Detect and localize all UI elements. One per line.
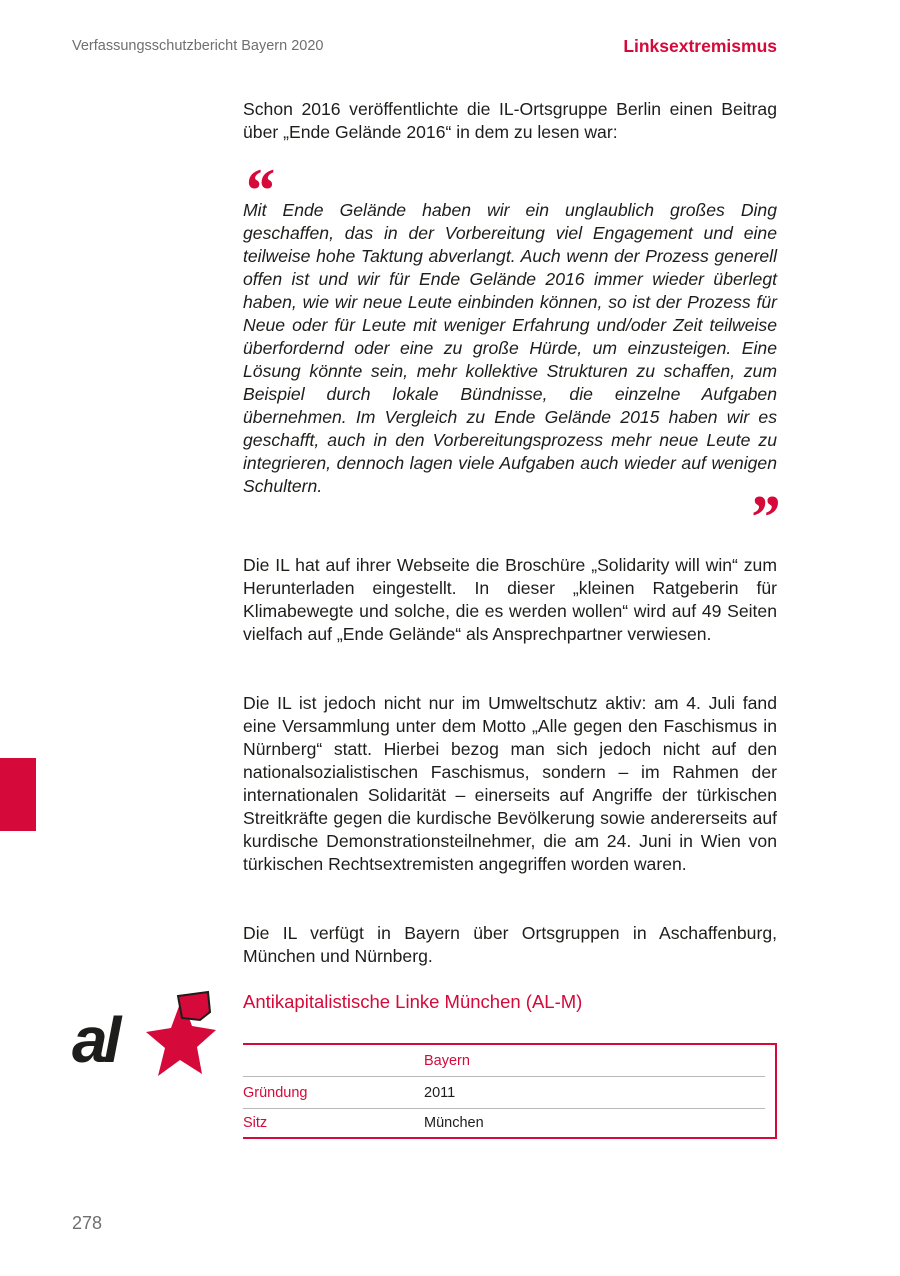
intro-text: Schon 2016 veröffentlichte die IL-Ortsgruppe Berlin einen Beitrag über „Ende Gelände 2016“ in dem zu lesen war: <box>243 99 777 142</box>
paragraph-rally <box>243 692 777 876</box>
quote-open-mark: “ <box>243 157 274 225</box>
al-m-logo-icon <box>70 990 216 1080</box>
table-header-row <box>243 1045 765 1077</box>
logo-fist-icon <box>178 992 210 1020</box>
body-text: Die IL hat auf ihrer Webseite die Broschüre „Solidarity will win“ zum Herunterladen eingestellt. In dieser „kleinen Ratgeberin für Klimabewegte und solche, die es werden wollen“ wird auf 49 Seiten vielfach auf „Ende Gelände“ als Ansprechpartner verwiesen. <box>243 555 777 644</box>
paragraph-brochure <box>243 554 777 646</box>
organization-info-table <box>243 1043 777 1139</box>
chapter-tab-marker <box>0 758 36 831</box>
body-text: Die IL verfügt in Bayern über Ortsgruppen in Aschaffenburg, München und Nürnberg. <box>243 923 777 966</box>
organization-title: Antikapitalistische Linke München (AL-M) <box>243 991 583 1012</box>
quote-close-mark: ” <box>748 484 779 552</box>
intro-paragraph <box>243 98 777 144</box>
paragraph-local-groups <box>243 922 777 968</box>
table-row <box>243 1077 765 1109</box>
row-label: Gründung <box>243 1085 308 1101</box>
table-row <box>243 1107 765 1138</box>
body-text: Die IL ist jedoch nicht nur im Umweltschutz aktiv: am 4. Juli fand eine Versammlung unter dem Motto „Alle gegen den Faschismus in Nürnberg“ statt. Hierbei bezog man sich jedoch nicht auf den nationalsozialistischen Faschismus, sondern – im Rahmen der internationalen Solidarität – einerseits auf Angriffe der türkischen Streitkräfte gegen die kurdische Bevölkerung sowie andererseits auf kurdische Demonstrationsteilnehmer, die am 24. Juni in Wien von türkischen Rechtsextremisten angegriffen worden waren. <box>243 693 777 874</box>
row-value: München <box>424 1115 484 1131</box>
row-label: Sitz <box>243 1115 268 1131</box>
logo-text: al <box>72 1004 118 1076</box>
report-title: Verfassungsschutzbericht Bayern 2020 <box>72 38 324 54</box>
page-number: 278 <box>72 1213 103 1233</box>
column-header: Bayern <box>424 1053 470 1069</box>
section-heading: Linksextremismus <box>623 36 777 56</box>
quote-text: Mit Ende Gelände haben wir ein unglaublich großes Ding geschaffen, das in der Vorbereitung viel Engagement und eine teilweise hohe Taktung abverlangt. Auch wenn der Prozess generell offen ist und wir für Ende Gelände 2016 immer wieder überlegt haben, wie wir neue Leute einbinden können, so ist der Prozess für Neue oder für Leute mit weniger Erfahrung und/oder Zeit teilweise überfordernd oder eine zu große Hürde, um einzusteigen. Eine Lösung könnte sein, mehr kollektive Strukturen zu schaffen, zum Beispiel durch lokale Bündnisse, die einzelne Aufgaben übernehmen. Im Vergleich zu Ende Gelände 2015 haben wir es geschafft, auch in den Vorbereitungsprozess mehr neue Leute zu integrieren, dennoch lagen viele Aufgaben auch wieder auf wenigen Schultern. <box>243 200 777 496</box>
row-value: 2011 <box>424 1085 456 1101</box>
